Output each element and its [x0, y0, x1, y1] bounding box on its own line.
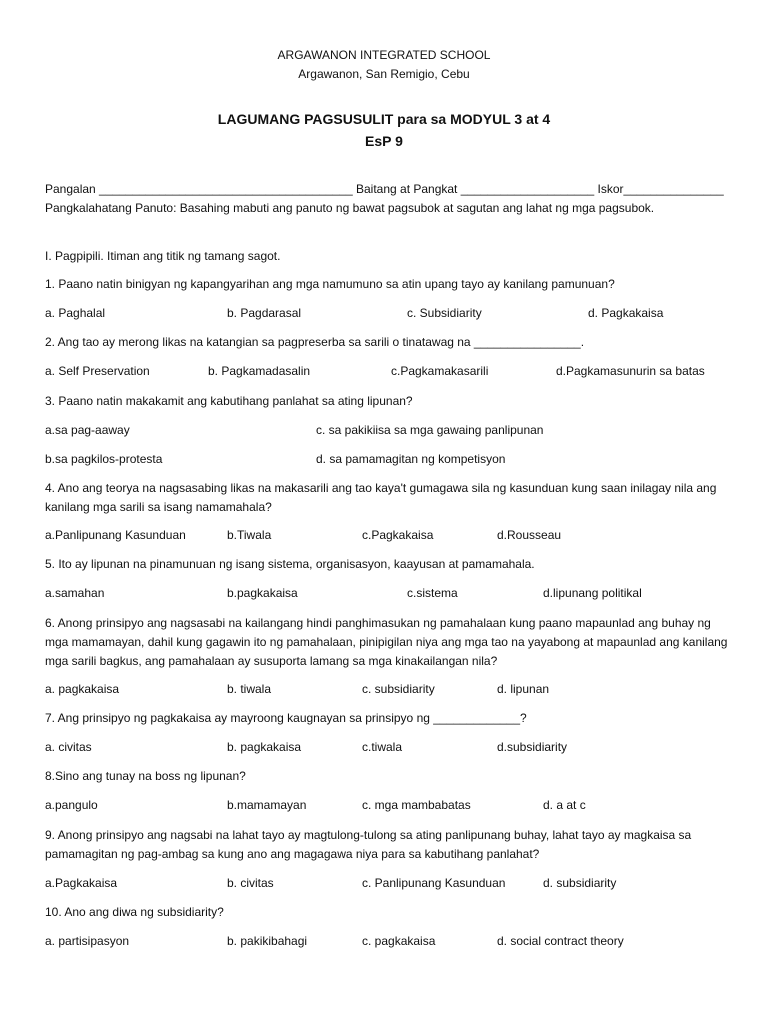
q7-option-d[interactable]: d.subsidiarity — [497, 740, 568, 754]
q7-option-c[interactable]: c.tiwala — [362, 740, 403, 754]
q8-option-b[interactable]: b.mamamayan — [227, 798, 307, 812]
school-address: Argawanon, San Remigio, Cebu — [298, 67, 470, 81]
q7-option-b[interactable]: b. pagkakaisa — [227, 740, 302, 754]
q1-option-d[interactable]: d. Pagkakaisa — [588, 306, 664, 320]
q8-option-a[interactable]: a.pangulo — [45, 798, 98, 812]
section-heading: I. Pagpipili. Itiman ang titik ng tamang sagot. — [45, 249, 281, 263]
question-9: 9. Anong prinsipyo ang nagsabi na lahat tayo ay magtulong-tulong sa ating panlipunang buhay, lahat tayo ay magkaisa sa pamamagitan ng pag-ambag sa kung ano ang magagawa niya para sa kabutihang panlahat? — [45, 828, 692, 861]
q8-option-c[interactable]: c. mga mambabatas — [362, 798, 471, 812]
q6-option-d[interactable]: d. lipunan — [497, 682, 550, 696]
exam-subject: EsP 9 — [365, 133, 403, 149]
question-6: 6. Anong prinsipyo ang nagsasabi na kailangang hindi panghimasukan ng pamahalaan kung paano mapaunlad ang buhay ng mga mamamayan, dahil kung gagawin ito ng pamahalaan, pinipigilan niya ang mga tao na yayabong at mapaunlad ang kanilang mga sarili bagkus, ang pamahalaan ay susuporta lamang sa mga kinakailangan nila? — [45, 616, 728, 668]
question-10: 10. Ano ang diwa ng subsidiarity? — [45, 905, 224, 919]
q5-option-c[interactable]: c.sistema — [407, 586, 458, 600]
question-8: 8.Sino ang tunay na boss ng lipunan? — [45, 769, 246, 783]
name-grade-score-line: Pangalan ______________________________________ Baitang at Pangkat ____________________ Iskor_______________ — [45, 182, 724, 196]
q8-option-d[interactable]: d. a at c — [543, 798, 586, 812]
q10-option-d[interactable]: d. social contract theory — [497, 934, 624, 948]
question-2: 2. Ang tao ay merong likas na katangian sa pagpreserba sa sarili o tinatawag na ________________. — [45, 335, 585, 349]
q10-option-b[interactable]: b. pakikibahagi — [227, 934, 308, 948]
q1-option-c[interactable]: c. Subsidiarity — [407, 306, 482, 320]
school-name: ARGAWANON INTEGRATED SCHOOL — [277, 48, 491, 62]
q9-option-a[interactable]: a.Pagkakaisa — [45, 876, 118, 890]
q1-option-a[interactable]: a. Paghalal — [45, 306, 106, 320]
q4-option-b[interactable]: b.Tiwala — [227, 528, 272, 542]
q5-option-d[interactable]: d.lipunang politikal — [543, 586, 642, 600]
exam-title: LAGUMANG PAGSUSULIT para sa MODYUL 3 at 4 — [217, 111, 551, 127]
q1-option-b[interactable]: b. Pagdarasal — [227, 306, 302, 320]
question-7: 7. Ang prinsipyo ng pagkakaisa ay mayroong kaugnayan sa prinsipyo ng _____________? — [45, 711, 527, 725]
q9-option-c[interactable]: c. Panlipunang Kasunduan — [362, 876, 506, 890]
q9-option-d[interactable]: d. subsidiarity — [543, 876, 617, 890]
question-5: 5. Ito ay lipunan na pinamunuan ng isang sistema, organisasyon, kaayusan at pamamahala. — [45, 557, 535, 571]
q10-option-c[interactable]: c. pagkakaisa — [362, 934, 436, 948]
q4-option-d[interactable]: d.Rousseau — [497, 528, 562, 542]
q3-option-b[interactable]: b.sa pagkilos-protesta — [45, 452, 163, 466]
question-3: 3. Paano natin makakamit ang kabutihang panlahat sa ating lipunan? — [45, 394, 413, 408]
q6-option-b[interactable]: b. tiwala — [227, 682, 272, 696]
q10-option-a[interactable]: a. partisipasyon — [45, 934, 130, 948]
q6-option-c[interactable]: c. subsidiarity — [362, 682, 435, 696]
q6-option-a[interactable]: a. pagkakaisa — [45, 682, 120, 696]
q3-option-d[interactable]: d. sa pamamagitan ng kompetisyon — [316, 452, 506, 466]
q2-option-a[interactable]: a. Self Preservation — [45, 364, 150, 378]
q4-option-a[interactable]: a.Panlipunang Kasunduan — [45, 528, 186, 542]
q2-option-b[interactable]: b. Pagkamadasalin — [208, 364, 311, 378]
q5-option-a[interactable]: a.samahan — [45, 586, 105, 600]
q3-option-a[interactable]: a.sa pag-aaway — [45, 423, 130, 437]
q9-option-b[interactable]: b. civitas — [227, 876, 274, 890]
q7-option-a[interactable]: a. civitas — [45, 740, 92, 754]
q2-option-d[interactable]: d.Pagkamasunurin sa batas — [556, 364, 705, 378]
question-1: 1. Paano natin binigyan ng kapangyarihan ang mga namumuno sa atin upang tayo ay kanilang pamunuan? — [45, 277, 615, 291]
general-instructions: Pangkalahatang Panuto: Basahing mabuti ang panuto ng bawat pagsubok at sagutan ang lahat ng mga pagsubok. — [45, 201, 655, 215]
q5-option-b[interactable]: b.pagkakaisa — [227, 586, 298, 600]
q4-option-c[interactable]: c.Pagkakaisa — [362, 528, 434, 542]
q2-option-c[interactable]: c.Pagkamakasarili — [391, 364, 489, 378]
q3-option-c[interactable]: c. sa pakikiisa sa mga gawaing panlipunan — [316, 423, 544, 437]
question-4: 4. Ano ang teorya na nagsasabing likas na makasarili ang tao kaya't gumagawa sila ng kasunduan kung saan inilagay nila ang kanilang mga sarili sa isang namamahala? — [45, 481, 717, 514]
